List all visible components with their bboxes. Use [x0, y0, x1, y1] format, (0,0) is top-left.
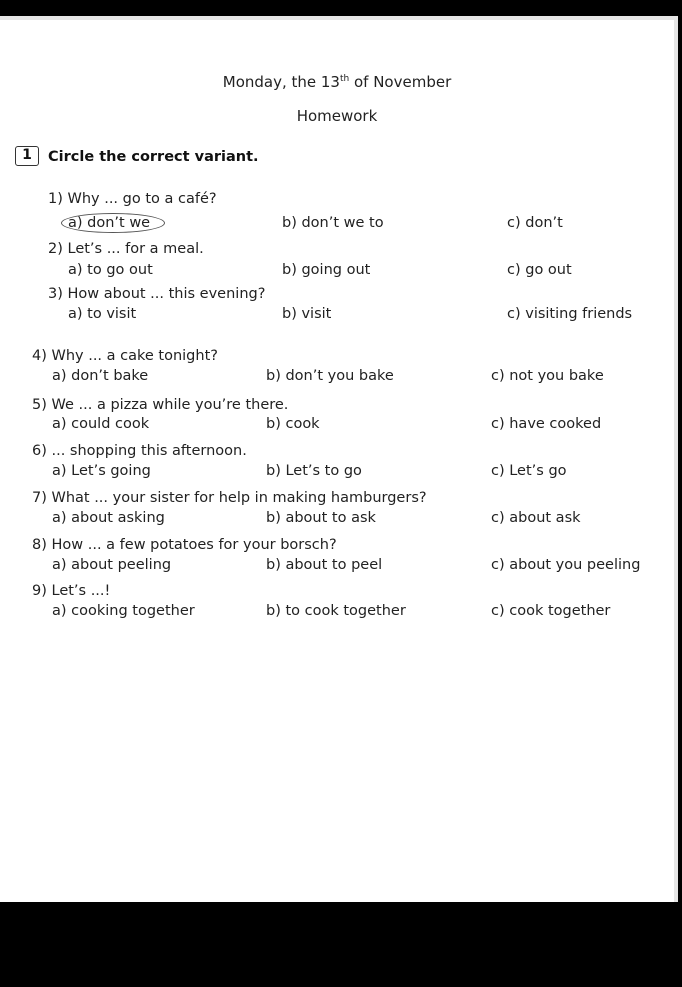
q4-option-c[interactable]: c) not you bake: [491, 368, 604, 384]
q1-option-b[interactable]: b) don’t we to: [282, 215, 384, 231]
handdrawn-circle-mark: [61, 213, 165, 233]
q8-option-b[interactable]: b) about to peel: [266, 557, 383, 573]
q1-option-c[interactable]: c) don’t: [507, 215, 563, 231]
date-heading: Monday, the 13th of November: [222, 73, 452, 91]
question-8: 8) How ... a few potatoes for your borsch?: [32, 537, 337, 553]
q5-option-b[interactable]: b) cook: [266, 416, 320, 432]
question-7: 7) What ... your sister for help in making hamburgers?: [32, 490, 427, 506]
q6-option-b[interactable]: b) Let’s to go: [266, 463, 362, 479]
q6-option-c[interactable]: c) Let’s go: [491, 463, 567, 479]
question-1: 1) Why ... go to a café?: [48, 191, 217, 207]
top-black-bar: [0, 0, 682, 16]
q6-option-a[interactable]: a) Let’s going: [52, 463, 151, 479]
q7-option-a[interactable]: a) about asking: [52, 510, 165, 526]
q9-option-c[interactable]: c) cook together: [491, 603, 611, 619]
q4-option-a[interactable]: a) don’t bake: [52, 368, 149, 384]
q8-option-a[interactable]: a) about peeling: [52, 557, 172, 573]
question-9: 9) Let’s ...!: [32, 583, 111, 599]
q2-option-a[interactable]: a) to go out: [68, 262, 153, 278]
q8-option-c[interactable]: c) about you peeling: [491, 557, 641, 573]
q5-option-c[interactable]: c) have cooked: [491, 416, 602, 432]
question-4: 4) Why ... a cake tonight?: [32, 348, 218, 364]
q3-option-c[interactable]: c) visiting friends: [507, 306, 633, 322]
question-3: 3) How about ... this evening?: [48, 286, 266, 302]
q1-option-a[interactable]: a) don’t we: [68, 215, 151, 231]
q7-option-c[interactable]: c) about ask: [491, 510, 581, 526]
q2-option-c[interactable]: c) go out: [507, 262, 572, 278]
question-2: 2) Let’s ... for a meal.: [48, 241, 204, 257]
task-instruction: Circle the correct variant.: [48, 149, 259, 165]
q5-option-a[interactable]: a) could cook: [52, 416, 150, 432]
q7-option-b[interactable]: b) about to ask: [266, 510, 376, 526]
q9-option-b[interactable]: b) to cook together: [266, 603, 406, 619]
question-6: 6) ... shopping this afternoon.: [32, 443, 247, 459]
question-5: 5) We ... a pizza while you’re there.: [32, 397, 289, 413]
bottom-black-bar: [0, 902, 682, 987]
q3-option-a[interactable]: a) to visit: [68, 306, 137, 322]
q9-option-a[interactable]: a) cooking together: [52, 603, 195, 619]
q2-option-b[interactable]: b) going out: [282, 262, 371, 278]
homework-heading: Homework: [296, 107, 378, 125]
q4-option-b[interactable]: b) don’t you bake: [266, 368, 394, 384]
task-number-box: 1: [15, 146, 39, 166]
q3-option-b[interactable]: b) visit: [282, 306, 332, 322]
